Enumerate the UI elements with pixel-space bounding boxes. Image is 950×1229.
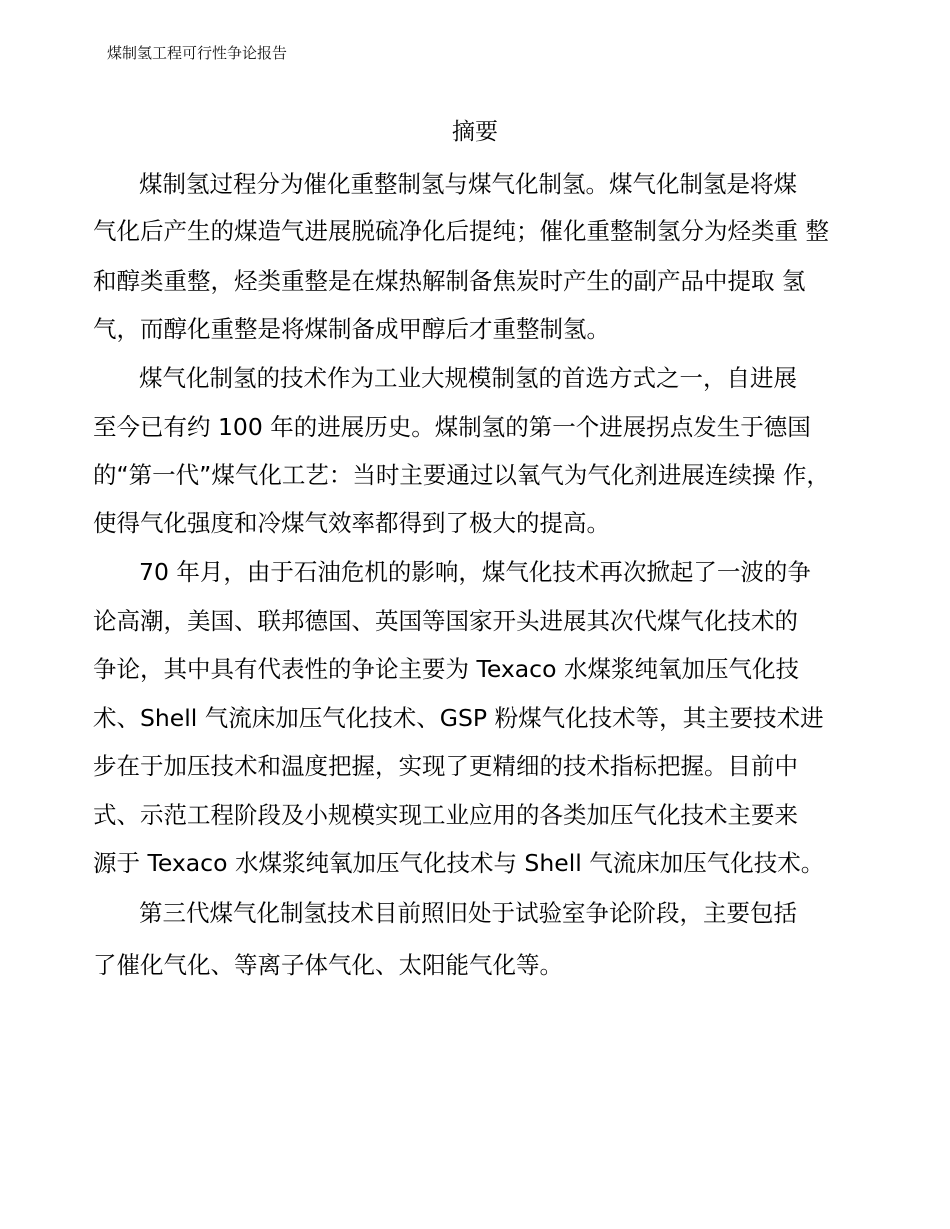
paragraph-3-line-2: 论高潮，美国、联邦德国、英国等国家开头进展其次代煤气化技术的 [93,607,798,635]
paragraph-4-line-1: 第三代煤气化制氢技术目前照旧处于试验室争论阶段，主要包括 [139,899,797,927]
paragraph-2-line-3: 的“第一代”煤气化工艺：当时主要通过以氧气为气化剂进展连续操 作， [93,461,830,489]
paragraph-3-line-5: 步在于加压技术和温度把握，实现了更精细的技术指标把握。目前中 [93,752,798,780]
running-header: 煤制氢工程可行性争论报告 [107,44,288,62]
paragraph-3-line-7: 源于 Texaco 水煤浆纯氧加压气化技术与 Shell 气流床加压气化技术。 [93,849,825,877]
paragraph-3-line-6: 式、示范工程阶段及小规模实现工业应用的各类加压气化技术主要来 [93,801,798,829]
paragraph-3-line-1: 70 年月，由于石油危机的影响，煤气化技术再次掀起了一波的争 [139,558,811,586]
paragraph-3-line-4: 术、Shell 气流床加压气化技术、GSP 粉煤气化技术等，其主要技术进 [93,704,824,732]
paragraph-4-line-2: 了催化气化、等离子体气化、太阳能气化等。 [93,951,563,979]
document-title: 摘要 [452,119,498,145]
paragraph-1-line-3: 和醇类重整，烃类重整是在煤热解制备焦炭时产生的副产品中提取 氢 [93,267,806,295]
paragraph-3-line-3: 争论，其中具有代表性的争论主要为 Texaco 水煤浆纯氧加压气化技 [93,655,799,683]
paragraph-1-line-1: 煤制氢过程分为催化重整制氢与煤气化制氢。煤气化制氢是将煤 [139,170,797,198]
paragraph-2-line-4: 使得气化强度和冷煤气效率都得到了极大的提高。 [93,509,610,537]
paragraph-1-line-4: 气，而醇化重整是将煤制备成甲醇后才重整制氢。 [93,315,610,343]
paragraph-1-line-2: 气化后产生的煤造气进展脱硫净化后提纯；催化重整制氢分为烃类重 整 [93,217,829,245]
paragraph-2-line-2: 至今已有约 100 年的进展历史。煤制氢的第一个进展拐点发生于德国 [93,413,811,441]
paragraph-2-line-1: 煤气化制氢的技术作为工业大规模制氢的首选方式之一，自进展 [139,364,797,392]
